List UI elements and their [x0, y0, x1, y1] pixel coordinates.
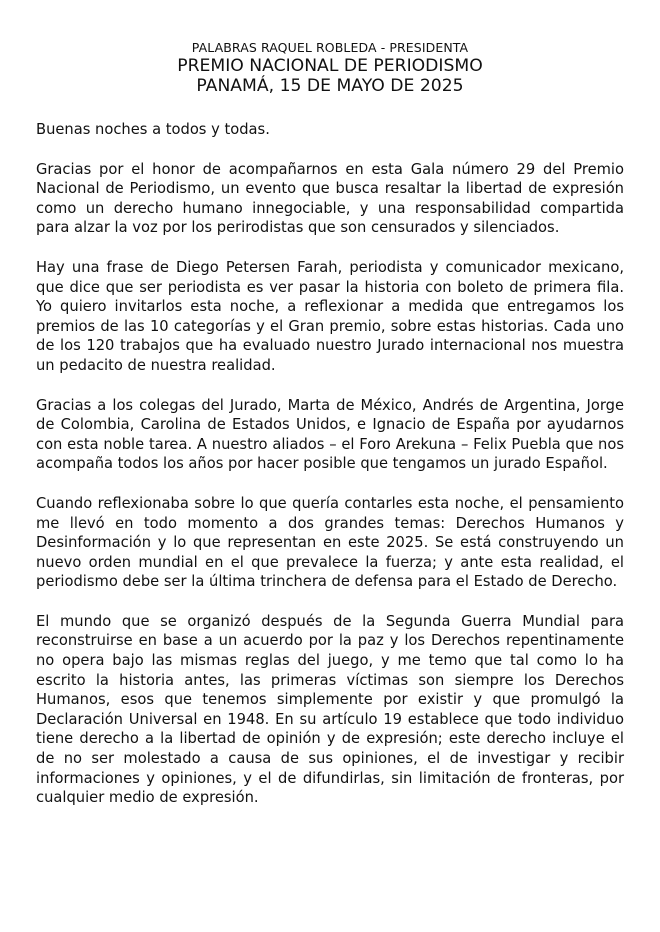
paragraph-greeting: Buenas noches a todos y todas.: [36, 121, 270, 138]
document-header: [36, 40, 624, 96]
paragraph-reflection: Cuando reflexionaba sobre lo que quería contarles esta noche, el pensamiento me llevó en todo momento a dos grandes temas: Derechos Humanos y Desinformación y lo que representan en este 2025. Se está construyendo un nuevo orden mundial en el que prevalece la fuerza; y ante esta realidad, el periodismo debe ser la última trinchera de defensa para el Estado de Derecho.: [36, 494, 624, 591]
paragraph-jury: Gracias a los colegas del Jurado, Marta de México, Andrés de Argentina, Jorge de Colombia, Carolina de Estados Unidos, e Ignacio de España por ayudarnos con esta noble tarea. A nuestro aliados – el Foro Arekuna – Felix Puebla que nos acompaña todos los años por hacer posible que tengamos un jurado Español.: [36, 396, 624, 473]
document-place-date: PANAMÁ, 15 DE MAYO DE 2025: [196, 76, 464, 96]
paragraph-thanks: Gracias por el honor de acompañarnos en esta Gala número 29 del Premio Nacional de Periodismo, un evento que busca resaltar la libertad de expresión como un derecho humano innegociable, y una responsabilidad compartida para alzar la voz por los perirodistas que son censurados y silenciados.: [36, 160, 624, 237]
speaker-line: PALABRAS RAQUEL ROBLEDA - PRESIDENTA: [191, 40, 469, 55]
paragraph-quote: Hay una frase de Diego Petersen Farah, periodista y comunicador mexicano, que dice que ser periodista es ver pasar la historia con boleto de primera fila. Yo quiero invitarlos esta noche, a reflexionar a medida que entregamos los premios de las 10 categorías y el Gran premio, sobre estas historias. Cada uno de los 120 trabajos que ha evaluado nuestro Jurado internacional nos muestra un pedacito de nuestra realidad.: [36, 258, 624, 374]
paragraph-human-rights: El mundo que se organizó después de la Segunda Guerra Mundial para reconstruirse en base a un acuerdo por la paz y los Derechos repentinamente no opera bajo las mismas reglas del juego, y me temo que tal como lo ha escrito la historia antes, las primeras víctimas son siempre los Derechos Humanos, esos que tenemos simplemente por existir y que promulgó la Declaración Universal en 1948. En su artículo 19 establece que todo individuo tiene derecho a la libertad de opinión y de expresión; este derecho incluye el de no ser molestado a causa de sus opiniones, el de investigar y recibir informaciones y opiniones, y el de difundirlas, sin limitación de fronteras, por cualquier medio de expresión.: [36, 612, 624, 807]
document-title: PREMIO NACIONAL DE PERIODISMO: [177, 56, 483, 76]
document-page: [36, 40, 624, 828]
speech-body: [36, 120, 624, 808]
